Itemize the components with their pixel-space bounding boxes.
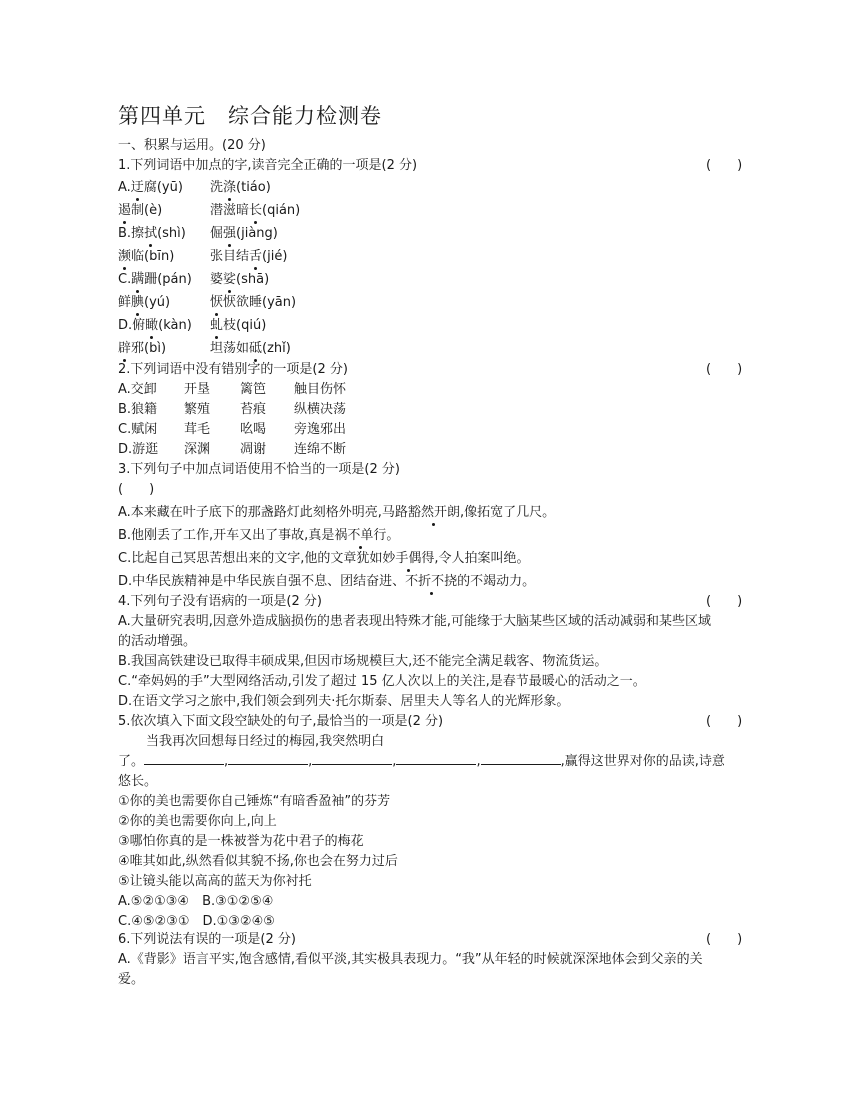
q5-choices-ab: A.⑤②①③④ B.③①②⑤④ [118, 894, 274, 909]
answer-paren-3: ( ) [118, 482, 155, 497]
q2-option-d-word1: D.游逛 [118, 442, 159, 457]
dotted-phrase: 不折不挠 [405, 572, 457, 592]
page-title: 第四单元 综合能力检测卷 [118, 104, 382, 128]
q4-option-d: D.在语文学习之旅中,我们领会到列夫·托尔斯泰、居里夫人等名人的光辉形象。 [118, 694, 570, 709]
q1-option-d-word1: D.俯瞰(kàn) [118, 316, 192, 336]
q2-option-b-word1: B.狼籍 [118, 402, 158, 417]
q2-option-a-word1: A.交卸 [118, 382, 157, 397]
q1-option-c-word1: C.蹒跚(pán) [118, 270, 192, 290]
q5-item-5: ⑤让镜头能以高高的蓝天为你衬托 [118, 874, 312, 889]
q1-option-a-word2: 洗涤(tiáo) [210, 178, 271, 198]
q4-option-c: C.“牵妈妈的手”大型网络活动,引发了超过 15 亿人次以上的关注,是春节最暖心的活动之一。 [118, 674, 646, 689]
q3-option-d: D.中华民族精神是中华民族自强不息、团结奋进、不折不挠的不竭动力。 [118, 572, 535, 592]
q1-option-d-word4: 坦荡如砥(zhǐ) [210, 339, 291, 359]
answer-paren-1: ( ) [706, 158, 743, 173]
q1-option-b-word3: 濒临(bīn) [118, 247, 174, 267]
q1-option-c-word2: 婆娑(shā) [210, 270, 269, 290]
q2-option-a-word2: 开垦 [184, 382, 211, 397]
answer-paren-4: ( ) [706, 594, 743, 609]
answer-paren-6: ( ) [706, 932, 743, 947]
question-4-stem: 4.下列句子没有语病的一项是(2 分) [118, 594, 322, 609]
q2-option-d-word2: 深渊 [184, 442, 211, 457]
q2-option-c-word4: 旁逸邪出 [294, 422, 347, 437]
fill-blank [396, 752, 476, 765]
q6-option-a-line2: 爱。 [118, 972, 145, 987]
q1-option-a-word4: 潜滋暗长(qián) [210, 201, 300, 221]
answer-paren-2: ( ) [706, 362, 743, 377]
q5-item-3: ③哪怕你真的是一株被誉为花中君子的梅花 [118, 834, 364, 849]
dotted-phrase: 豁然开朗 [408, 503, 460, 523]
q1-option-d-word3: 辟邪(bì) [118, 339, 166, 359]
q1-option-b-word4: 张目结舌(jié) [210, 247, 287, 267]
q5-item-1: ①你的美也需要你自己锤炼“有暗香盈袖”的芬芳 [118, 794, 391, 809]
q6-option-a-line1: A.《背影》语言平实,饱含感情,看似平淡,其实极具表现力。“我”从年轻的时候就深深地体会到父亲的关 [118, 952, 703, 967]
question-1-stem: 1.下列词语中加点的字,读音完全正确的一项是(2 分) [118, 158, 418, 173]
q2-option-b-word4: 纵横决荡 [294, 402, 347, 417]
q5-item-4: ④唯其如此,纵然看似其貌不扬,你也会在努力过后 [118, 854, 398, 869]
q1-option-c-word3: 鲜腆(yú) [118, 293, 170, 313]
q5-passage-line1: 当我再次回想每日经过的梅园,我突然明白 [146, 734, 385, 749]
q2-option-a-word4: 触目伤怀 [294, 382, 347, 397]
dotted-phrase: 祸不单行 [334, 526, 386, 546]
q4-option-b: B.我国高铁建设已取得丰硕成果,但因市场规模巨大,还不能完全满足载客、物流货运。 [118, 654, 608, 669]
question-5-stem: 5.依次填入下面文段空缺处的句子,最恰当的一项是(2 分) [118, 714, 444, 729]
question-3-stem: 3.下列句子中加点词语使用不恰当的一项是(2 分) [118, 462, 400, 477]
q2-option-b-word2: 繁殖 [184, 402, 211, 417]
q1-option-a-word3: 遏制(è) [118, 201, 162, 221]
fill-blank [228, 752, 308, 765]
question-2-stem: 2.下列词语中没有错别字的一项是(2 分) [118, 362, 348, 377]
q1-option-d-word2: 虬枝(qiú) [210, 316, 266, 336]
q2-option-c-word1: C.赋闲 [118, 422, 158, 437]
q1-option-c-word4: 恹恹欲睡(yān) [210, 293, 296, 313]
dotted-phrase: 妙手偶得 [382, 549, 434, 569]
fill-blank [481, 752, 561, 765]
q2-option-c-word3: 吆喝 [240, 422, 267, 437]
q1-option-b-word1: B.擦拭(shì) [118, 224, 186, 244]
fill-blank [144, 752, 224, 765]
q4-option-a-line1: A.大量研究表明,因意外造成脑损伤的患者表现出特殊才能,可能缘于大脑某些区域的活动减弱和某些区域 [118, 614, 712, 629]
q2-option-d-word3: 凋谢 [240, 442, 267, 457]
q5-choices-cd: C.④⑤②③① D.①③②④⑤ [118, 914, 275, 929]
question-6-stem: 6.下列说法有误的一项是(2 分) [118, 932, 296, 947]
q2-option-b-word3: 苔痕 [240, 402, 267, 417]
q5-passage-line3: 悠长。 [118, 774, 158, 789]
fill-blank [312, 752, 392, 765]
q1-option-a-word1: A.迂腐(yū) [118, 178, 183, 198]
q2-option-c-word2: 茸毛 [184, 422, 211, 437]
q2-option-d-word4: 连绵不断 [294, 442, 347, 457]
q5-item-2: ②你的美也需要你向上,向上 [118, 814, 277, 829]
q5-passage-line2: 了。 , , , , ,赢得这世界对你的品读,诗意 [118, 754, 725, 769]
q3-option-c: C.比起自己冥思苦想出来的文字,他的文章犹如妙手偶得,令人拍案叫绝。 [118, 549, 530, 569]
q3-option-a: A.本来藏在叶子底下的那盏路灯此刻格外明亮,马路豁然开朗,像拓宽了几尺。 [118, 503, 555, 523]
q3-option-b: B.他刚丢了工作,开车又出了事故,真是祸不单行。 [118, 526, 399, 546]
answer-paren-5: ( ) [706, 714, 743, 729]
q2-option-a-word3: 篱笆 [240, 382, 267, 397]
q1-option-b-word2: 倔强(jiàng) [210, 224, 278, 244]
q4-option-a-line2: 的活动增强。 [118, 634, 197, 649]
section-heading: 一、积累与运用。(20 分) [118, 138, 266, 153]
